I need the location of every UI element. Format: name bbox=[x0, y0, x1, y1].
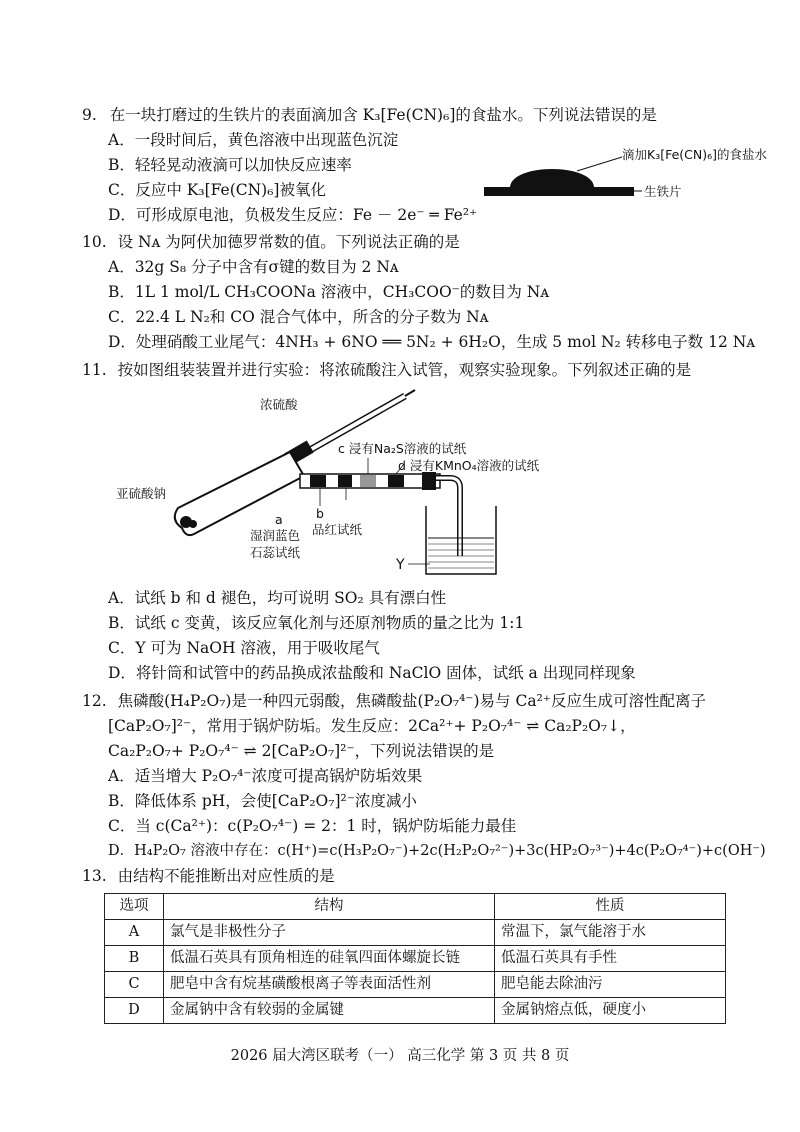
page-footer: 2026 届大湾区联考（一） 高三化学 第 3 页 共 8 页 bbox=[230, 1048, 570, 1064]
question-number: 12. bbox=[82, 692, 107, 710]
header-option: 选项 bbox=[105, 894, 164, 920]
question-stem-line-2: [CaP₂O₇]²⁻，常用于锅炉防垢。发生反应：2Ca²⁺+ P₂O₇⁴⁻ ⇌ Ca₂P₂O₇↓， bbox=[108, 717, 636, 735]
figure-label-iron: 生铁片 bbox=[644, 184, 682, 199]
option-d: D．将针筒和试管中的药品换成浓盐酸和 NaClO 固体，试纸 a 出现同样现象 bbox=[108, 664, 636, 682]
structure-property-table bbox=[104, 893, 726, 1024]
cell-property: 常温下，氯气能溶于水 bbox=[495, 920, 726, 946]
label-b-desc: 品红试纸 bbox=[312, 522, 363, 537]
header-property: 性质 bbox=[495, 894, 726, 920]
option-c: C．反应中 K₃[Fe(CN)₆]被氧化 bbox=[108, 181, 326, 199]
option-b: B．1L 1 mol/L CH₃COONa 溶液中，CH₃COO⁻的数目为 Nᴀ bbox=[108, 283, 550, 301]
cell-structure: 金属钠中含有较弱的金属键 bbox=[164, 998, 495, 1024]
option-b: B．试纸 c 变黄，该反应氧化剂与还原剂物质的量之比为 1:1 bbox=[108, 614, 525, 632]
table-row bbox=[105, 946, 726, 972]
paper-c bbox=[360, 475, 376, 487]
cell-option: D bbox=[105, 998, 164, 1024]
option-b: B．轻轻晃动液滴可以加快反应速率 bbox=[108, 156, 352, 174]
option-c: C．Y 可为 NaOH 溶液，用于吸收尾气 bbox=[108, 639, 380, 657]
apparatus-figure bbox=[160, 388, 520, 578]
option-c: C．22.4 L N₂和 CO 混合气体中，所含的分子数为 Nᴀ bbox=[108, 308, 489, 326]
question-number: 9. bbox=[82, 106, 97, 124]
cell-property: 金属钠熔点低，硬度小 bbox=[495, 998, 726, 1024]
figure-label-drop: 滴加K₃[Fe(CN)₆]的食盐水 bbox=[622, 147, 768, 162]
label-sodium-sulfite: 亚硫酸钠 bbox=[116, 486, 167, 501]
question-stem: 设 Nᴀ 为阿伏加德罗常数的值。下列说法正确的是 bbox=[117, 233, 460, 251]
label-b: b bbox=[316, 506, 324, 521]
paper-d bbox=[388, 475, 404, 487]
paper-b bbox=[338, 475, 352, 487]
cell-option: B bbox=[105, 946, 164, 972]
question-number: 11. bbox=[82, 361, 107, 379]
option-d: D．H₄P₂O₇ 溶液中存在：c(H⁺)=c(H₃P₂O₇⁻)+2c(H₂P₂O₇²⁻)+3c(HP₂O₇³⁻)+4c(P₂O₇⁴⁻)+c(OH⁻) bbox=[108, 843, 766, 859]
cell-structure: 肥皂中含有烷基磺酸根离子等表面活性剂 bbox=[164, 972, 495, 998]
question-stem-line-1: 焦磷酸(H₄P₂O₇)是一种四元弱酸，焦磷酸盐(P₂O₇⁴⁻)易与 Ca²⁺反应生成可溶性配离子 bbox=[117, 692, 706, 710]
iron-plate bbox=[484, 187, 634, 196]
label-concentrated-acid: 浓硫酸 bbox=[260, 397, 298, 412]
header-structure: 结构 bbox=[164, 894, 495, 920]
question-stem: 按如图组装装置并进行实验：将浓硫酸注入试管，观察实验现象。下列叙述正确的是 bbox=[117, 361, 692, 379]
cell-property: 低温石英具有手性 bbox=[495, 946, 726, 972]
cell-structure: 氯气是非极性分子 bbox=[164, 920, 495, 946]
label-paper-c: c 浸有Na₂S溶液的试纸 bbox=[338, 441, 467, 456]
question-number: 10. bbox=[82, 233, 107, 251]
option-a: A．适当增大 P₂O₇⁴⁻浓度可提高锅炉防垢效果 bbox=[108, 767, 423, 785]
table-row bbox=[105, 972, 726, 998]
option-c: C．当 c(Ca²⁺)：c(P₂O₇⁴⁻) = 2：1 时，锅炉防垢能力最佳 bbox=[108, 817, 517, 835]
table-header-row bbox=[105, 894, 726, 920]
question-number: 13. bbox=[82, 867, 107, 885]
option-a: A．一段时间后，黄色溶液中出现蓝色沉淀 bbox=[108, 131, 399, 149]
question-stem-line-3: Ca₂P₂O₇+ P₂O₇⁴⁻ ⇌ 2[CaP₂O₇]²⁻，下列说法错误的是 bbox=[108, 742, 495, 760]
cell-option: A bbox=[105, 920, 164, 946]
label-a: a bbox=[275, 512, 283, 527]
label-paper-d: d 浸有KMnO₄溶液的试纸 bbox=[398, 458, 540, 473]
salt-water-drop bbox=[510, 169, 594, 187]
option-d: D．可形成原电池，负极发生反应：Fe － 2e⁻ ═ Fe²⁺ bbox=[108, 206, 478, 224]
option-a: A．32g S₈ 分子中含有σ键的数目为 2 Nᴀ bbox=[108, 258, 399, 276]
label-y: Y bbox=[396, 557, 405, 573]
paper-a bbox=[310, 475, 326, 487]
table-row bbox=[105, 920, 726, 946]
cell-option: C bbox=[105, 972, 164, 998]
cell-structure: 低温石英具有顶角相连的硅氧四面体螺旋长链 bbox=[164, 946, 495, 972]
option-b: B．降低体系 pH，会使[CaP₂O₇]²⁻浓度减小 bbox=[108, 792, 417, 810]
question-stem: 在一块打磨过的生铁片的表面滴加含 K₃[Fe(CN)₆]的食盐水。下列说法错误的是 bbox=[109, 106, 657, 124]
label-a-desc-2: 石蕊试纸 bbox=[250, 545, 301, 560]
label-a-desc-1: 湿润蓝色 bbox=[250, 528, 301, 543]
iron-plate-figure bbox=[482, 145, 642, 215]
table-row bbox=[105, 998, 726, 1024]
option-d: D．处理硝酸工业尾气：4NH₃ + 6NO ══ 5N₂ + 6H₂O，生成 5 mol N₂ 转移电子数 12 Nᴀ bbox=[108, 333, 756, 351]
option-a: A．试纸 b 和 d 褪色，均可说明 SO₂ 具有漂白性 bbox=[108, 589, 447, 607]
cell-property: 肥皂能去除油污 bbox=[495, 972, 726, 998]
question-stem: 由结构不能推断出对应性质的是 bbox=[117, 867, 335, 885]
